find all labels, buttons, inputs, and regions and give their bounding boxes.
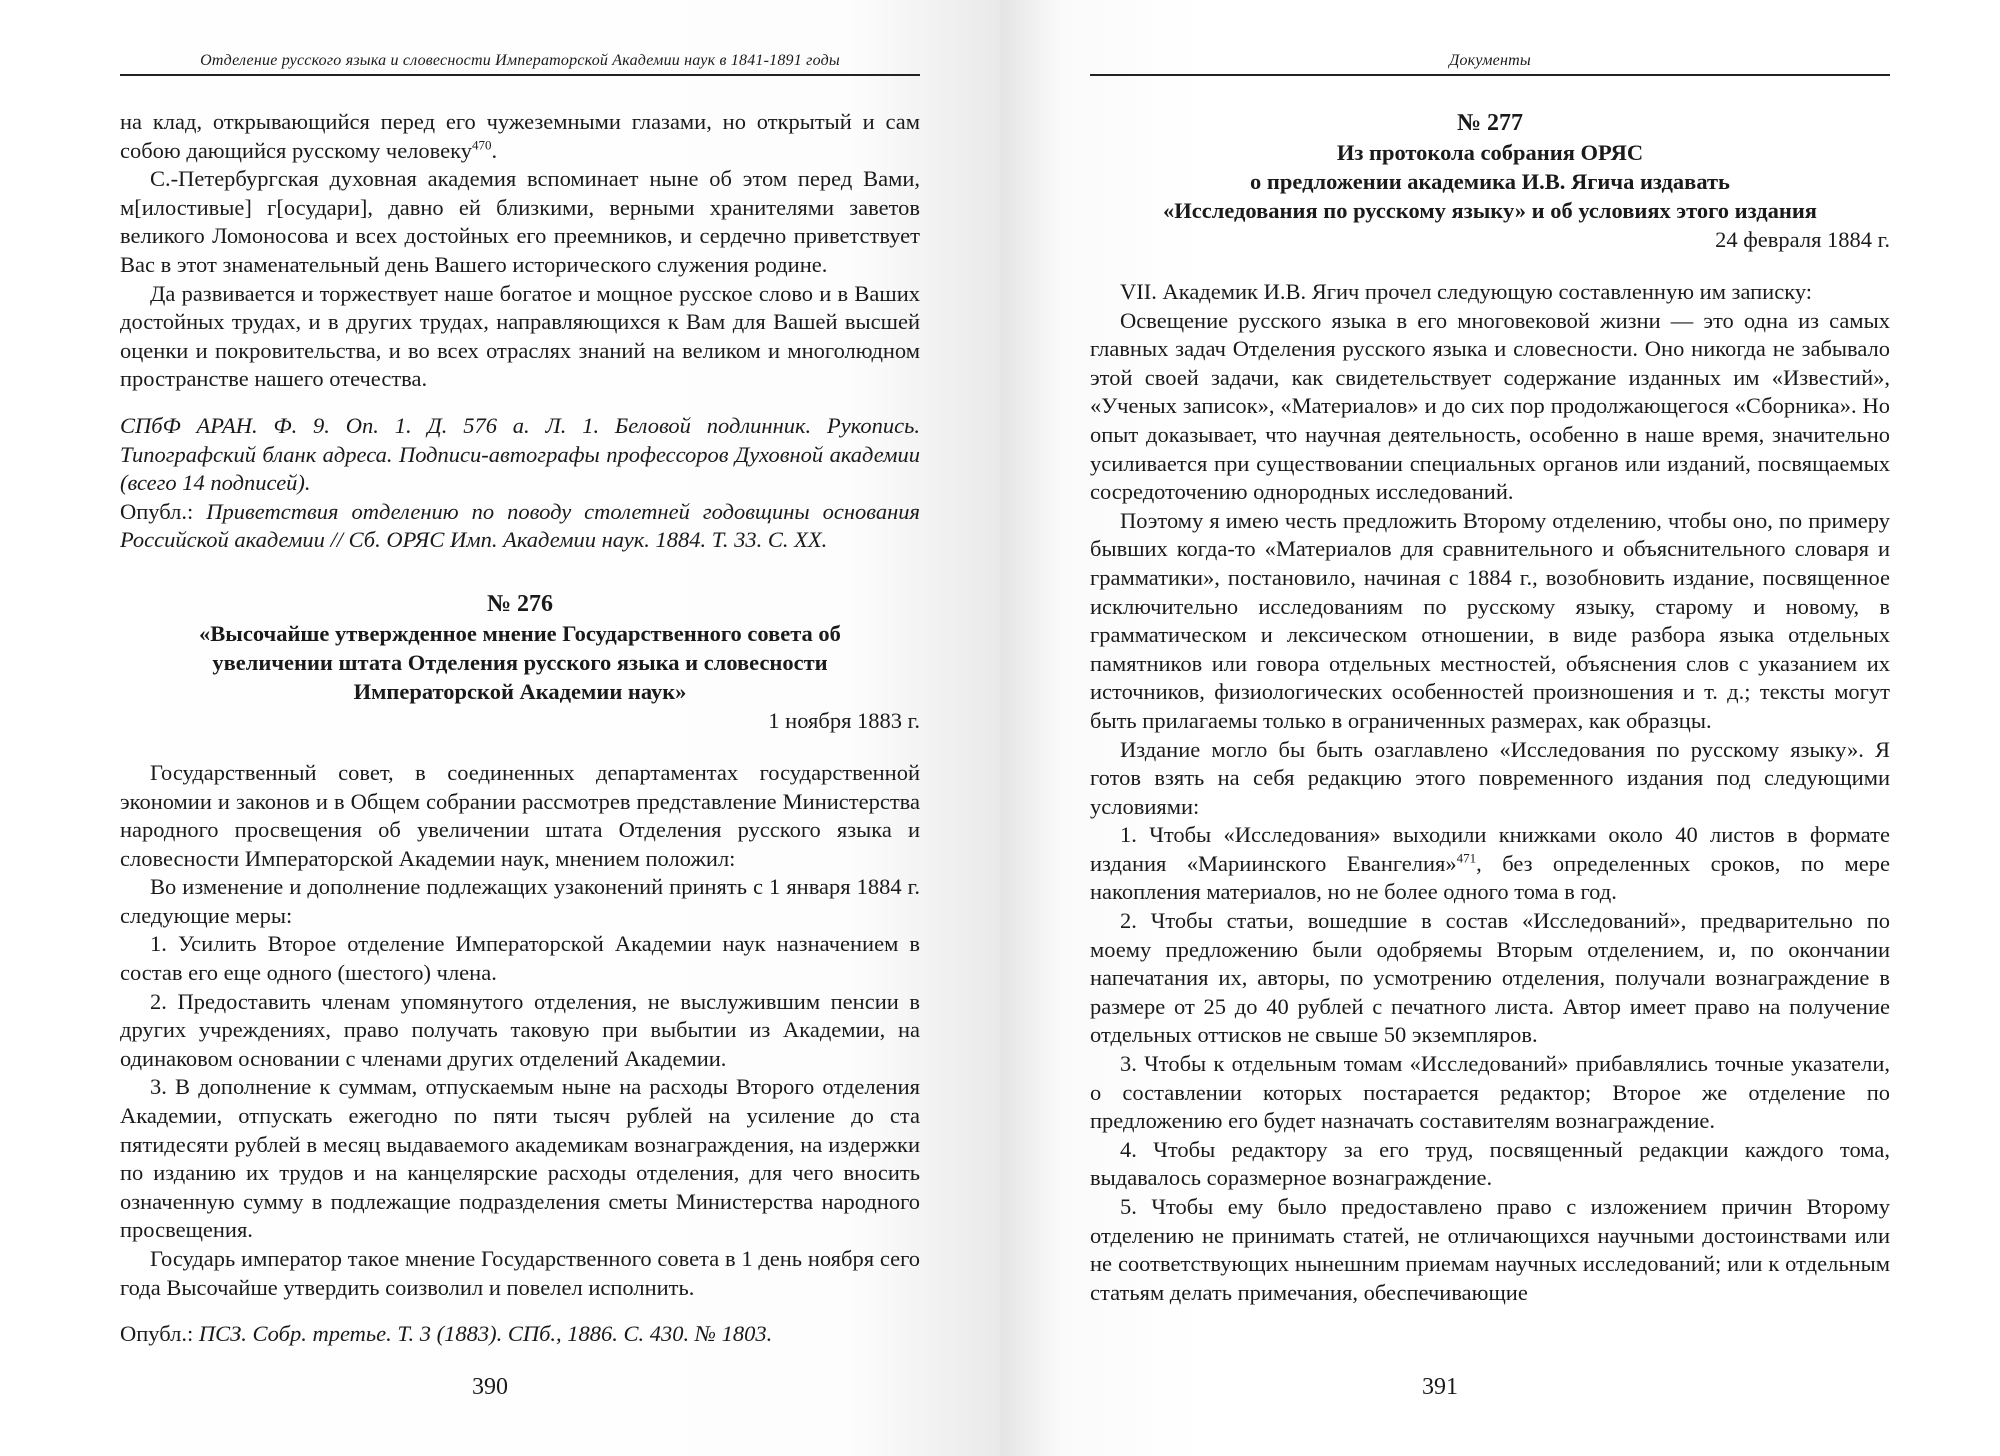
list-item bbox=[1090, 821, 1890, 907]
paragraph: Во изменение и дополнение подлежащих узаконений принять с 1 января 1884 г. следующие меры: bbox=[120, 874, 920, 928]
doc-title: «Высочайше утвержденное мнение Государственного совета об увеличении штата Отделения русского языка и словесности Императорской Академии наук» bbox=[199, 620, 841, 704]
paragraph: Государь император такое мнение Государственного совета в 1 день ноября сего года Высочайше утвердить соизволил и повелел исполнить. bbox=[120, 1246, 920, 1300]
left-text-column bbox=[120, 108, 920, 1349]
pub-text: ПСЗ. Собр. третье. Т. 3 (1883). СПб., 1886. С. 430. № 1803. bbox=[198, 1321, 773, 1347]
archive-source: СПбФ АРАН. Ф. 9. Оп. 1. Д. 576 а. Л. 1. Беловой подлинник. Рукопись. Типографский бланк адреса. Подписи-автографы профессоров Духовной академии (всего 14 подписей). bbox=[120, 412, 920, 496]
continued-paragraph bbox=[120, 108, 920, 165]
paragraph: Издание могло бы быть озаглавлено «Исследования по русскому языку». Я готов взять на себя редакцию этого повременного издания под следующими условиями: bbox=[1090, 736, 1890, 819]
item-text: , без определенных сроков, по мере накопления материалов, но не более одного тома в год. bbox=[1090, 850, 1890, 905]
running-head: Документы bbox=[1449, 52, 1531, 69]
paragraph: 1. Усилить Второе отделение Императорской Академии наук назначением в состав его еще одного (шестого) члена. bbox=[120, 931, 920, 986]
header-rule bbox=[120, 74, 920, 76]
paragraph: Государственный совет, в соединенных департаментах государственной экономии и законов и в Общем собрании рассмотрев представление Министерства народного просвещения об увеличении штата Отделения русского языка и словесности Императорской Академии наук, мнением положил: bbox=[120, 759, 920, 871]
paragraph: С.-Петербургская духовная академия вспоминает ныне об этом перед Вами, м[илостивые] г[осудари], давно ей близкими, верными хранителями заветов великого Ломоносова и всех достойных его преемников, и сердечно приветствует Вас в этот знаменательный день Вашего исторического служения родине. bbox=[120, 166, 920, 277]
paragraph: 2. Предоставить членам упомянутого отделения, не выслужившим пенсии в других учреждениях, право получать таковую при выбытии из Академии, на одинаковом основании с членами других отделений Академии. bbox=[120, 988, 920, 1071]
doc-title-line: о предложении академика И.В. Ягича издавать bbox=[1250, 169, 1730, 194]
list-item: 5. Чтобы ему было предоставлено право с изложением причин Второму отделению не принимать статей, не отличающихся научными достоинствами или не соответствующих нынешним приемам научных исследований; или к отдельным статьям делать примечания, обеспечивающие bbox=[1090, 1194, 1890, 1305]
page-number: 391 bbox=[1422, 1374, 1458, 1400]
paragraph: VII. Академик И.В. Ягич прочел следующую составленную им записку: bbox=[1120, 279, 1813, 304]
paragraph: 3. В дополнение к суммам, отпускаемым ныне на расходы Второго отделения Академии, отпускать ежегодно по пяти тысяч рублей на усиление до ста пятидесяти рублей в месяц выдаваемого академикам вознаграждения, на издержки по изданию их трудов и на канцелярские расходы отделения, для чего вносить означенную сумму в подлежащие подразделения сметы Министерства народного просвещения. bbox=[120, 1074, 920, 1243]
continued-text: на клад, открывающийся перед его чужеземными глазами, но открытый и сам собою дающийся русскому человеку bbox=[120, 109, 920, 163]
list-item: 3. Чтобы к отдельным томам «Исследований» прибавлялись точные указатели, о составлении которых постарается редактор; Второе же отделение по предложению его будет назначать составителям вознаграждение. bbox=[1090, 1051, 1890, 1134]
paragraph: Поэтому я имею честь предложить Второму отделению, чтобы оно, по примеру бывших когда-то «Материалов для сравнительного и объяснительного словаря и грамматики», постановило, начиная с 1884 г., возобновить издание, посвященное исключительно исследованиям по русскому языку, старому и новому, в грамматическом и лексическом отношении, в виде разбора языка отдельных памятников или говора отдельных местностей, объяснения слов с указанием их источников, физиологических особенностей произношения и т. д.; тексты могут быть прилагаемы только в ограниченных размерах, как образцы. bbox=[1090, 507, 1890, 733]
doc-number: № 277 bbox=[1456, 110, 1524, 136]
publication-note bbox=[120, 1320, 920, 1349]
right-page bbox=[1000, 0, 2000, 1456]
paragraph: Да развивается и торжествует наше богатое и мощное русское слово и в Ваших достойных трудах, и в других трудах, направляющихся к Вам для Вашей высшей оценки и покровительства, и во всех отраслях знаний на великом и многолюдном пространстве нашего отечества. bbox=[120, 280, 920, 392]
list-item: 2. Чтобы статьи, вошедшие в состав «Исследований», предварительно по моему предложению были одобряемы Вторым отделением, и, по окончании напечатания их, авторы, по усмотрению отделения, получали вознаграждение в размере от 25 до 40 рублей с печатного листа. Автор имеет право на получение отдельных оттисков не свыше 50 экземпляров. bbox=[1090, 908, 1890, 1048]
publication-note bbox=[120, 498, 920, 555]
footnote-ref: 470 bbox=[472, 137, 492, 153]
list-item: 4. Чтобы редактору за его труд, посвященный редакции каждого тома, выдавалось соразмерное вознаграждение. bbox=[1090, 1136, 1890, 1191]
footnote-ref: 471 bbox=[1456, 850, 1477, 866]
pub-text: Приветствия отделению по поводу столетней годовщины основания Российской академии // Сб. ОРЯС Имп. Академии наук. 1884. Т. 33. С. XX. bbox=[120, 498, 920, 553]
doc-title-line: Из протокола собрания ОРЯС bbox=[1336, 140, 1644, 165]
continued-end: . bbox=[491, 137, 498, 163]
doc-date: 1 ноября 1883 г. bbox=[768, 707, 920, 733]
pub-label: Опубл.: bbox=[120, 498, 194, 524]
doc-title-line: «Исследования по русскому языку» и об условиях этого издания bbox=[1163, 198, 1817, 223]
right-text-column bbox=[1090, 108, 1890, 1307]
running-head: Отделение русского языка и словесности Императорской Академии наук в 1841-1891 годы bbox=[200, 52, 840, 69]
page-number: 390 bbox=[472, 1374, 508, 1400]
header-rule bbox=[1090, 74, 1890, 76]
doc-date: 24 февраля 1884 г. bbox=[1715, 227, 1890, 252]
doc-number: № 276 bbox=[486, 590, 554, 617]
paragraph: Освещение русского языка в его многовековой жизни — это одна из самых главных задач Отделения русского языка и словесности. Оно никогда не забывало этой своей задачи, как свидетельствует содержание изданных им «Известий», «Ученых записок», «Материалов» и до сих пор продолжающегося «Сборника». Но опыт доказывает, что научная деятельность, особенно в наше время, значительно усиливается при существовании специальных органов или изданий, посвящаемых сосредоточению однородных исследований. bbox=[1090, 307, 1890, 505]
item-text: 1. Чтобы «Исследования» выходили книжками около 40 листов в формате издания «Мариинского Евангелия» bbox=[1090, 822, 1890, 876]
pub-label: Опубл.: bbox=[120, 1321, 194, 1347]
